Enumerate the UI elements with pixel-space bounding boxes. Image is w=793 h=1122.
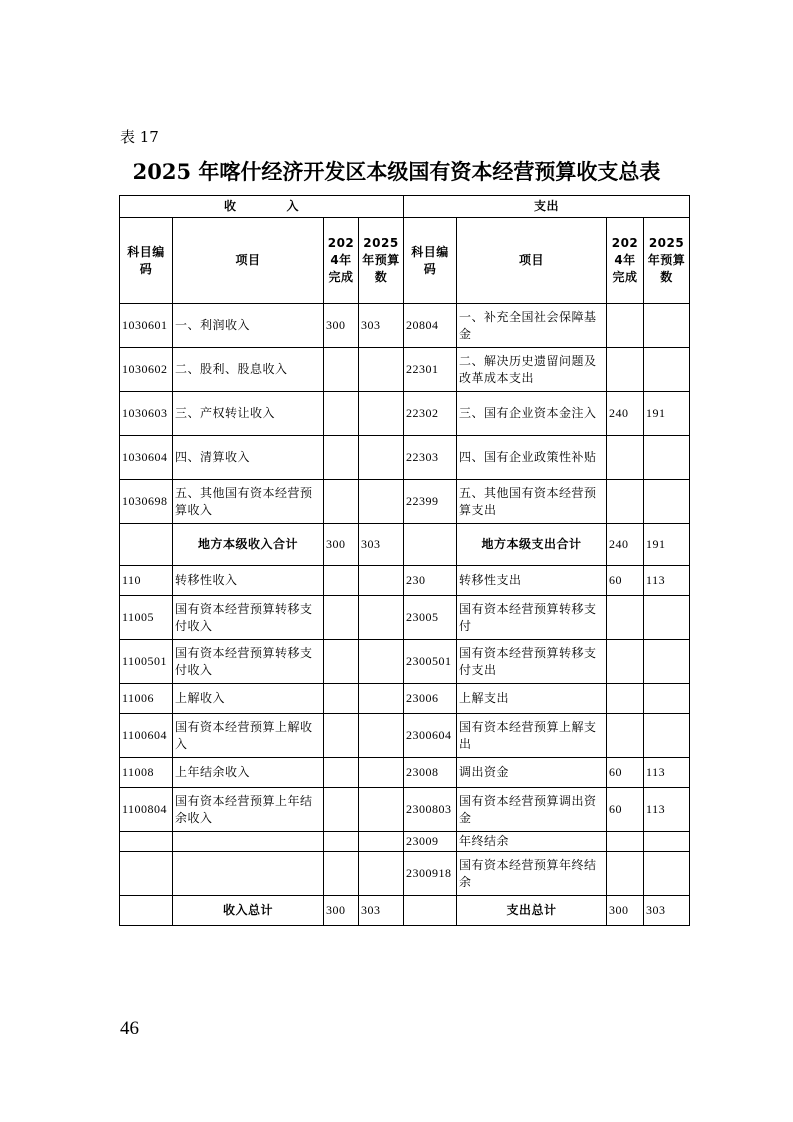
expense-2025-cell: 191 <box>644 392 690 436</box>
expense-code-cell: 23009 <box>404 832 457 852</box>
expense-code-cell: 23005 <box>404 596 457 640</box>
income-code-cell: 1100501 <box>120 640 173 684</box>
expense-item-cell: 转移性支出 <box>457 566 607 596</box>
income-code-cell: 11008 <box>120 758 173 788</box>
expense-code-cell: 22301 <box>404 348 457 392</box>
income-code-cell: 1030601 <box>120 304 173 348</box>
income-item-cell: 国有资本经营预算上年结余收入 <box>173 788 324 832</box>
expense-2024-cell: 60 <box>607 566 644 596</box>
expense-item-cell: 一、补充全国社会保障基金 <box>457 304 607 348</box>
table-row <box>120 640 690 684</box>
income-2025-cell <box>359 596 404 640</box>
income-item-cell: 转移性收入 <box>173 566 324 596</box>
income-2025-cell: 303 <box>359 896 404 926</box>
income-item-cell: 四、清算收入 <box>173 436 324 480</box>
section-header-row <box>120 196 690 218</box>
expense-2025-cell <box>644 480 690 524</box>
expense-code-cell: 2300803 <box>404 788 457 832</box>
expense-item-cell: 国有资本经营预算调出资金 <box>457 788 607 832</box>
expense-item-cell: 年终结余 <box>457 832 607 852</box>
income-item-cell: 国有资本经营预算转移支付收入 <box>173 596 324 640</box>
expense-2025-cell <box>644 852 690 896</box>
expense-code-cell <box>404 896 457 926</box>
income-section-header: 收 入 <box>120 196 404 218</box>
expense-2025-cell: 113 <box>644 566 690 596</box>
expense-2025-cell <box>644 640 690 684</box>
expense-item-cell: 支出总计 <box>457 896 607 926</box>
expense-item-cell: 国有资本经营预算转移支付支出 <box>457 640 607 684</box>
expense-2024-cell <box>607 436 644 480</box>
page-number: 46 <box>120 1018 139 1039</box>
income-item-header: 项目 <box>173 218 324 304</box>
table-row <box>120 714 690 758</box>
income-item-cell: 国有资本经营预算上解收入 <box>173 714 324 758</box>
income-2024-cell: 300 <box>324 304 359 348</box>
expense-2024-cell: 60 <box>607 788 644 832</box>
income-code-cell: 11005 <box>120 596 173 640</box>
budget-table <box>119 195 690 926</box>
income-code-cell: 1100604 <box>120 714 173 758</box>
expense-2024-cell <box>607 304 644 348</box>
expense-2025-cell: 113 <box>644 758 690 788</box>
income-2024-cell <box>324 640 359 684</box>
expense-2024-cell <box>607 684 644 714</box>
income-2024-cell <box>324 392 359 436</box>
expense-code-cell: 22303 <box>404 436 457 480</box>
table-row <box>120 596 690 640</box>
table-row <box>120 480 690 524</box>
expense-item-cell: 国有资本经营预算上解支出 <box>457 714 607 758</box>
expense-2024-cell <box>607 596 644 640</box>
expense-2024-cell: 240 <box>607 524 644 566</box>
expense-item-cell: 三、国有企业资本金注入 <box>457 392 607 436</box>
page-title: 2025 年喀什经济开发区本级国有资本经营预算收支总表 <box>132 159 661 184</box>
expense-2025-cell <box>644 348 690 392</box>
income-item-cell <box>173 852 324 896</box>
expense-code-cell: 2300604 <box>404 714 457 758</box>
income-2024-cell <box>324 684 359 714</box>
expense-2025-cell <box>644 596 690 640</box>
income-2025-cell <box>359 684 404 714</box>
income-2024-cell <box>324 714 359 758</box>
expense-2024-cell <box>607 852 644 896</box>
income-2024-cell: 300 <box>324 896 359 926</box>
income-2025-cell <box>359 348 404 392</box>
income-code-cell: 1030698 <box>120 480 173 524</box>
income-2024-cell <box>324 758 359 788</box>
income-item-cell: 地方本级收入合计 <box>173 524 324 566</box>
expense-code-cell: 23006 <box>404 684 457 714</box>
expense-code-header: 科目编码 <box>404 218 457 304</box>
income-code-header: 科目编码 <box>120 218 173 304</box>
expense-code-cell: 22399 <box>404 480 457 524</box>
expense-2024-cell <box>607 640 644 684</box>
income-2025-cell: 303 <box>359 304 404 348</box>
expense-2024-header: 2024年完成 <box>607 218 644 304</box>
table-row <box>120 788 690 832</box>
income-code-cell <box>120 852 173 896</box>
income-2024-cell <box>324 852 359 896</box>
expense-2024-cell: 300 <box>607 896 644 926</box>
income-code-cell: 1100804 <box>120 788 173 832</box>
income-2024-cell <box>324 436 359 480</box>
income-2025-cell: 303 <box>359 524 404 566</box>
table-label: 表 17 <box>120 128 159 146</box>
income-2025-cell <box>359 566 404 596</box>
expense-code-cell: 22302 <box>404 392 457 436</box>
expense-item-cell: 地方本级支出合计 <box>457 524 607 566</box>
expense-2025-header: 2025年预算数 <box>644 218 690 304</box>
income-2025-cell <box>359 714 404 758</box>
income-code-cell <box>120 524 173 566</box>
expense-2025-cell: 191 <box>644 524 690 566</box>
expense-code-cell: 230 <box>404 566 457 596</box>
income-2025-cell <box>359 392 404 436</box>
income-item-cell <box>173 832 324 852</box>
table-row <box>120 524 690 566</box>
income-2024-cell <box>324 788 359 832</box>
income-code-cell <box>120 896 173 926</box>
income-2024-cell <box>324 348 359 392</box>
expense-2025-cell <box>644 714 690 758</box>
income-code-cell: 1030602 <box>120 348 173 392</box>
expense-2024-cell: 240 <box>607 392 644 436</box>
income-2024-cell <box>324 596 359 640</box>
expense-code-cell: 20804 <box>404 304 457 348</box>
income-2025-cell <box>359 758 404 788</box>
expense-code-cell: 2300918 <box>404 852 457 896</box>
income-2025-cell <box>359 852 404 896</box>
expense-2025-cell <box>644 436 690 480</box>
table-row <box>120 348 690 392</box>
expense-2025-cell <box>644 304 690 348</box>
expense-item-cell: 国有资本经营预算年终结余 <box>457 852 607 896</box>
income-code-cell: 1030603 <box>120 392 173 436</box>
income-2025-header: 2025年预算数 <box>359 218 404 304</box>
income-item-cell: 上年结余收入 <box>173 758 324 788</box>
income-code-cell: 110 <box>120 566 173 596</box>
income-2025-cell <box>359 832 404 852</box>
table-row <box>120 436 690 480</box>
expense-code-cell: 2300501 <box>404 640 457 684</box>
income-2025-cell <box>359 436 404 480</box>
expense-2025-cell: 113 <box>644 788 690 832</box>
table-row <box>120 758 690 788</box>
expense-code-cell: 23008 <box>404 758 457 788</box>
expense-2024-cell: 60 <box>607 758 644 788</box>
expense-item-cell: 调出资金 <box>457 758 607 788</box>
expense-2025-cell: 303 <box>644 896 690 926</box>
income-2024-cell <box>324 566 359 596</box>
expense-code-cell <box>404 524 457 566</box>
table-row <box>120 896 690 926</box>
table-row <box>120 684 690 714</box>
income-item-cell: 国有资本经营预算转移支付收入 <box>173 640 324 684</box>
income-item-cell: 收入总计 <box>173 896 324 926</box>
income-item-cell: 一、利润收入 <box>173 304 324 348</box>
table-row <box>120 392 690 436</box>
income-code-cell: 1030604 <box>120 436 173 480</box>
table-row <box>120 832 690 852</box>
expense-2024-cell <box>607 832 644 852</box>
expense-item-cell: 上解支出 <box>457 684 607 714</box>
expense-2025-cell <box>644 832 690 852</box>
expense-2024-cell <box>607 480 644 524</box>
income-code-cell <box>120 832 173 852</box>
expense-item-cell: 二、解决历史遗留问题及改革成本支出 <box>457 348 607 392</box>
table-row <box>120 566 690 596</box>
income-item-cell: 上解收入 <box>173 684 324 714</box>
income-2024-cell <box>324 480 359 524</box>
expense-2025-cell <box>644 684 690 714</box>
expense-item-cell: 五、其他国有资本经营预算支出 <box>457 480 607 524</box>
income-item-cell: 二、股利、股息收入 <box>173 348 324 392</box>
income-item-cell: 五、其他国有资本经营预算收入 <box>173 480 324 524</box>
income-2025-cell <box>359 788 404 832</box>
income-2025-cell <box>359 640 404 684</box>
table-row <box>120 852 690 896</box>
expense-2024-cell <box>607 714 644 758</box>
income-2024-header: 2024年完成 <box>324 218 359 304</box>
column-header-row <box>120 218 690 304</box>
income-code-cell: 11006 <box>120 684 173 714</box>
income-2024-cell <box>324 832 359 852</box>
income-2024-cell: 300 <box>324 524 359 566</box>
income-item-cell: 三、产权转让收入 <box>173 392 324 436</box>
expense-2024-cell <box>607 348 644 392</box>
expense-item-header: 项目 <box>457 218 607 304</box>
expense-item-cell: 四、国有企业政策性补贴 <box>457 436 607 480</box>
table-row <box>120 304 690 348</box>
expense-section-header: 支出 <box>404 196 690 218</box>
expense-item-cell: 国有资本经营预算转移支付 <box>457 596 607 640</box>
income-2025-cell <box>359 480 404 524</box>
